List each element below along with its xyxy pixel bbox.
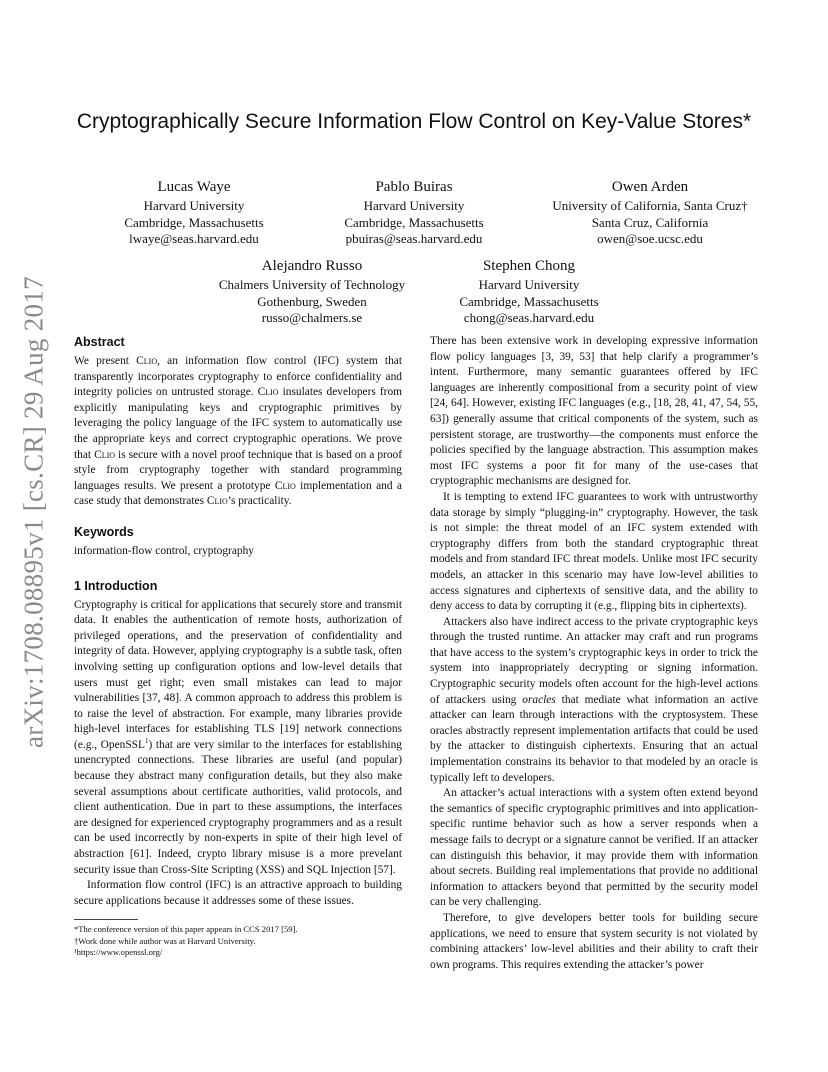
author-email: chong@seas.harvard.edu — [463, 310, 595, 325]
author-location: Cambridge, Massachusetts — [344, 214, 484, 230]
footnote: ¹https://www.openssl.org/ — [74, 947, 163, 957]
author-block — [520, 178, 780, 248]
footnote-rule — [74, 919, 138, 920]
author-email: lwaye@seas.harvard.edu — [129, 231, 259, 246]
body-paragraph: There has been extensive work in developing expressive information flow policy languages [3, 39, 53] that help clarify a programmer’s intent. Furthermore, many semantic guarantees offered by IFC languages are inherently compositional from a security point of view [24, 64]. However, existing IFC languages (e.g., [18, 28, 41, 47, 54, 55, 63]) generally assume that critical components of the system, such as persistent storage, are trustworthy—the components must enforce the policies specified by the language abstraction. This assumption makes most IFC systems a poor fit for many of the use-cases that cryptographic mechanisms are designed for. — [430, 335, 758, 488]
author-block — [424, 257, 634, 327]
author-email: russo@chalmers.se — [261, 310, 363, 325]
footnote: *The conference version of this paper appears in CCS 2017 [59]. — [74, 924, 298, 934]
intro-paragraph: Cryptography is critical for applications that securely store and transmit data. It enables the authentication of remote hosts, authorization of privileged operations, and the preservation of confidentiality and integrity of data. However, applying cryptography is a subtle task, often involving setting up configuration options and low-level details that users must get right; even small mistakes can lead to major vulnerabilities [37, 48]. A common approach to address this problem is to raise the level of abstraction. For example, many libraries provide high-level interfaces for establishing TLS [19] network connections (e.g., OpenSSL$^1$) that are very similar to the interfaces for establishing unencrypted connections. These libraries are useful (and popular) because they abstract many configuration details, but they also make several assumptions about certificate authorities, valid protocols, and client authentication. Due in part to these assumptions, the interfaces are designed for experienced cryptography programmers and as a result can be used incorrectly by non-experts in spite of their high level of abstraction [61]. Indeed, crypto library misuse is a more prevelant security issue than Cross-Site Scripting (XSS) and SQL Injection [57]. — [74, 598, 402, 876]
author-affiliation: Harvard University — [143, 198, 245, 213]
intro-paragraph: Information flow control (IFC) is an attractive approach to building secure applications because it addresses some of these issues. — [74, 879, 402, 907]
author-block — [202, 257, 422, 327]
author-affiliation: University of California, Santa Cruz† — [552, 198, 748, 213]
author-location: Cambridge, Massachusetts — [459, 293, 599, 309]
left-column — [74, 334, 402, 909]
footnote: †Work done while author was at Harvard University. — [74, 935, 256, 946]
author-affiliation: Chalmers University of Technology — [218, 277, 406, 292]
author-name: Alejandro Russo — [261, 258, 363, 274]
author-location: Santa Cruz, California — [591, 214, 709, 230]
author-affiliation: Harvard University — [363, 198, 465, 213]
author-block — [94, 178, 294, 248]
right-column — [430, 334, 758, 973]
body-paragraph: Attackers also have indirect access to the private cryptographic keys through the trusted runtime. An attacker may craft and run programs that have access to the system’s cryptographic keys in order to trick the system into inappropriately decrypting or signing information. Cryptographic security models often account for the high-level actions of attackers using oracles that mediate what information an active attacker can learn through interactions with the cryptosystem. These oracles abstractly represent implementation artifacts that could be used by the attacker to distinguish ciphertexts. Ensuring that an actual implementation constrains its behavior to that modeled by an oracle is typically left to developers. — [430, 615, 758, 784]
author-location: Gothenburg, Sweden — [257, 293, 367, 309]
author-block — [314, 178, 514, 248]
author-name: Stephen Chong — [482, 258, 576, 274]
abstract-text: We present Clio, an information flow control (IFC) system that transparently incorporates cryptography to enforce confidentiality and integrity policies on untrusted storage. Clio insulates developers from explicitly manipulating keys and cryptographic primitives by leveraging the policy language of the IFC system to automatically use the appropriate keys and correct cryptographic operations. We prove that Clio is secure with a novel proof technique that is based on a proof style from cryptography together with standard programming languages results. We present a prototype Clio implementation and a case study that demonstrates Clio’s practicality. — [74, 355, 403, 508]
body-paragraph: It is tempting to extend IFC guarantees to work with untrustworthy data storage by simply “plugging-in” cryptography. However, the task is not simple: the threat model of an IFC system extended with cryptography differs from both the standard cryptographic threat models and from standard IFC threat models. Unlike most IFC security models, an attacker in this scenario may have low-level abilities to access signatures and ciphertexts of sensitive data, and the ability to deny access to data by corrupting it (e.g., flipping bits in ciphertexts). — [430, 490, 758, 613]
author-name: Lucas Waye — [157, 179, 231, 195]
author-location: Cambridge, Massachusetts — [124, 214, 264, 230]
keywords-text: information-flow control, cryptography — [74, 544, 254, 557]
author-name: Pablo Buiras — [375, 179, 453, 195]
arxiv-side-label: arXiv:1708.08895v1 [cs.CR] 29 Aug 2017 — [18, 276, 49, 748]
keywords-heading: Keywords — [74, 524, 134, 539]
paper-title: Cryptographically Secure Information Flow Control on Key-Value Stores* — [76, 110, 752, 133]
author-affiliation: Harvard University — [478, 277, 580, 292]
body-paragraph: Therefore, to give developers better tools for building secure applications, we need to ensure that system security is not violated by combining attackers’ low-level abilities and their ability to craft their own programs. This requires extending the attacker’s power — [430, 911, 758, 971]
body-paragraph: An attacker’s actual interactions with a system often extend beyond the semantics of specific cryptographic primitives and into application-specific runtime behavior such as how a server responds when a message fails to decrypt or a signature cannot be verified. If an attacker can distinguish this behavior, it may provide them with information about secrets. Building real implementations that provide no additional information to attackers beyond that permitted by the security model can be very challenging. — [430, 787, 758, 909]
footnotes — [74, 924, 404, 959]
author-email: pbuiras@seas.harvard.edu — [345, 231, 483, 246]
abstract-heading: Abstract — [74, 335, 125, 349]
intro-heading: 1 Introduction — [74, 578, 158, 593]
author-name: Owen Arden — [611, 179, 689, 195]
author-email: owen@soe.ucsc.edu — [597, 231, 703, 246]
